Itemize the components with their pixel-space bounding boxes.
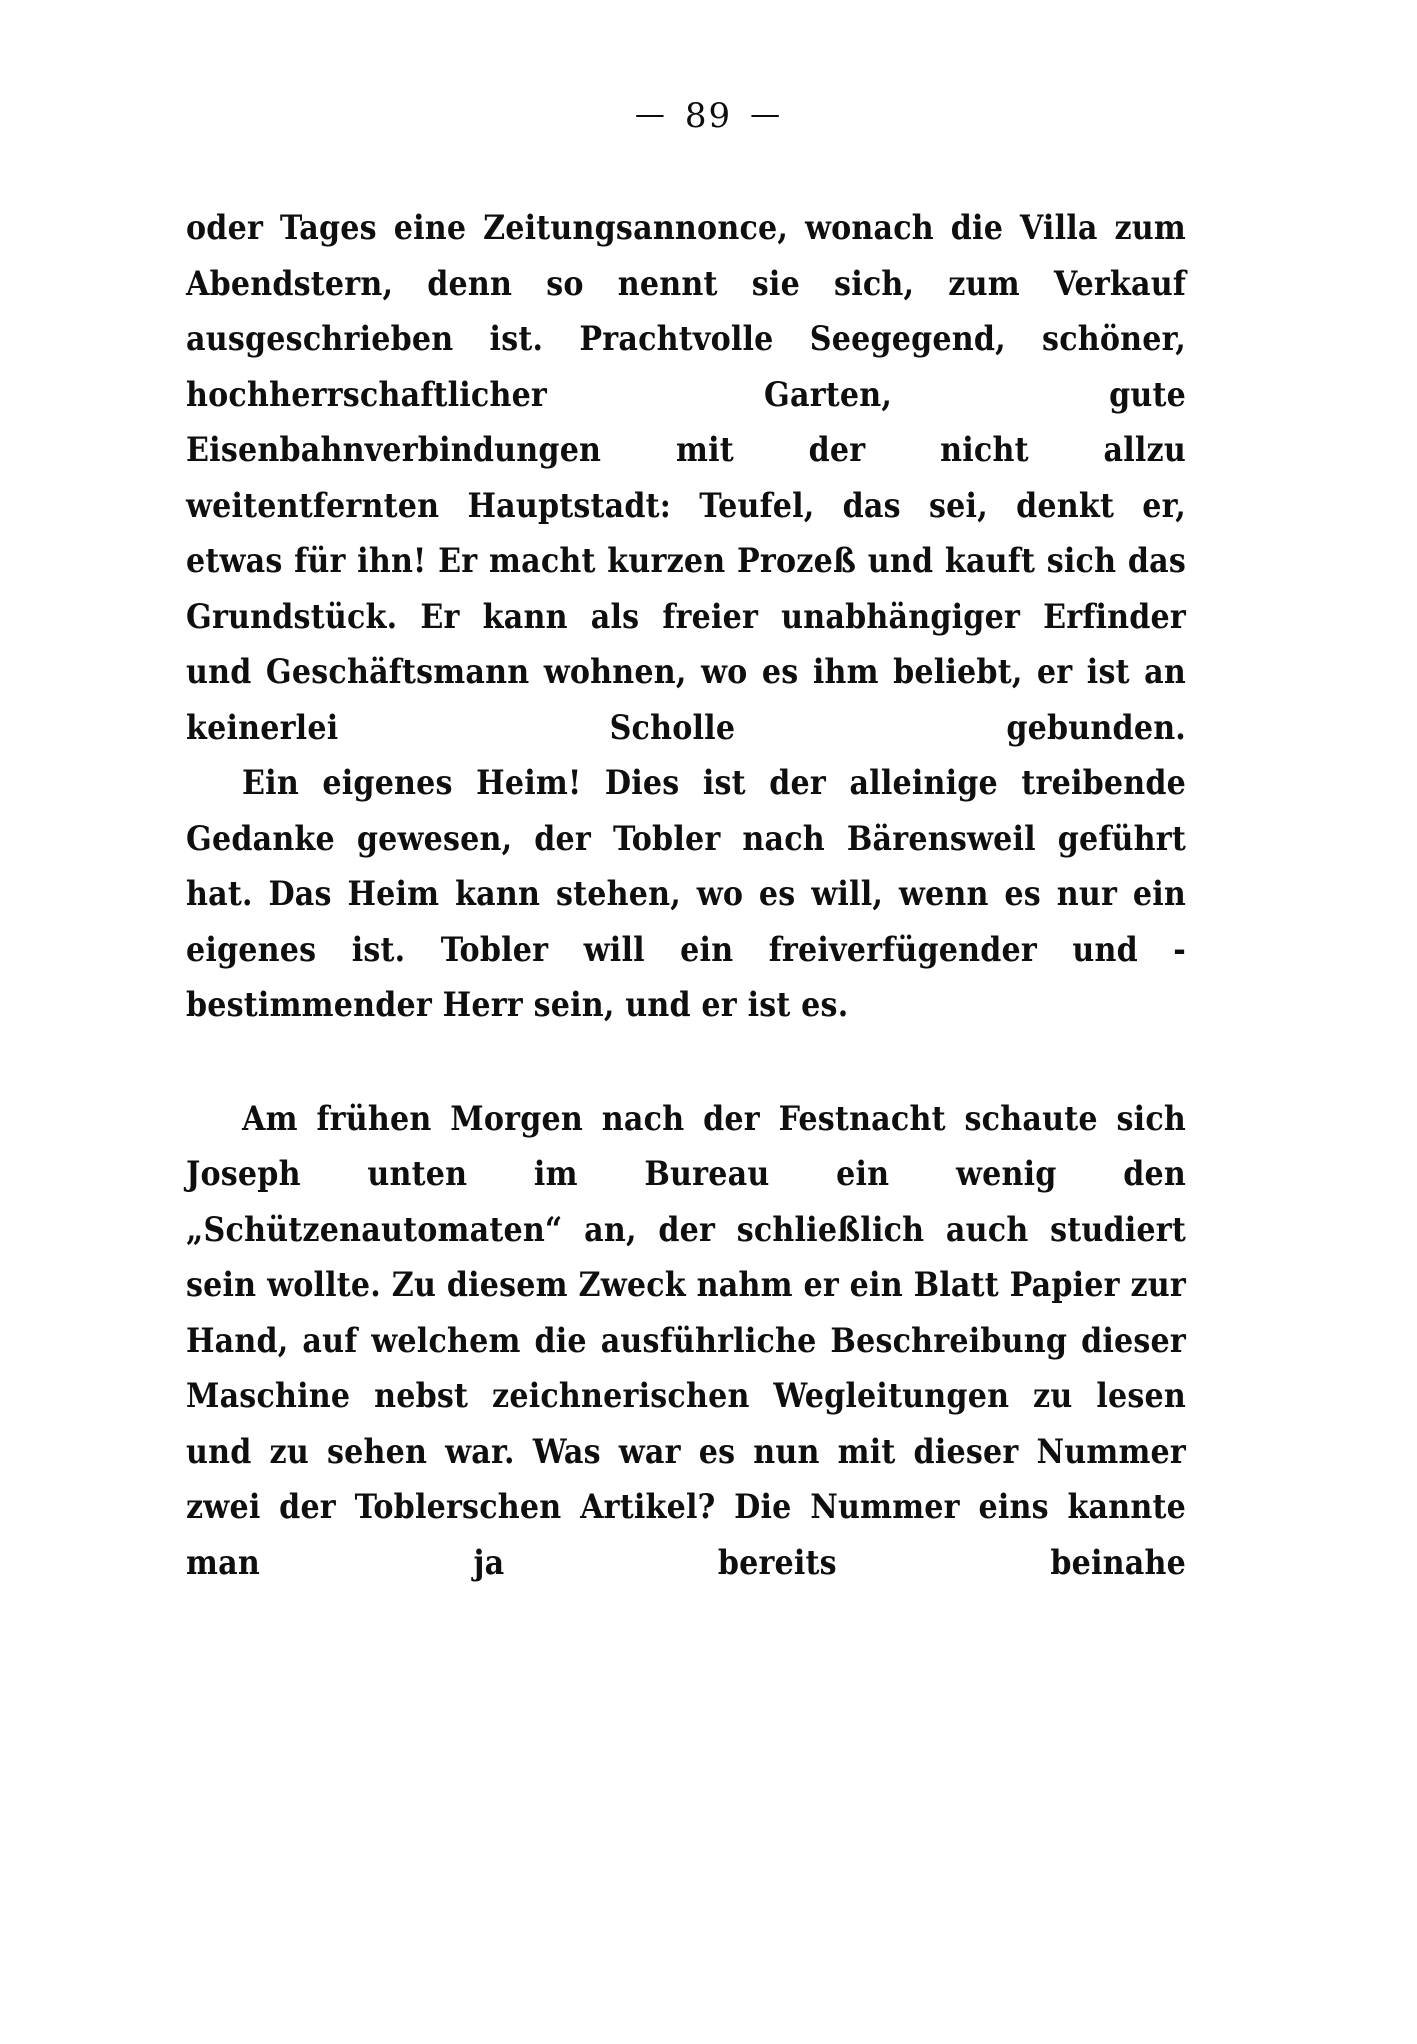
paragraph-1: oder Tages eine Zeitungsannonce, wonach die Villa zum Abendstern, denn so nennt sie sich, zum Verkauf ausgeschrieben ist. Prachtvolle Seegegend, schöner, hochherrschaftlicher Garten, gute Eisenbahnverbindungen mit der nicht allzu weitentfernten Hauptstadt: Teufel, das sei, denkt er, etwas für ihn! Er macht kurzen Prozeß und kauft sich das Grundstück. Er kann als freier unabhängiger Erfinder und Geschäftsmann wohnen, wo es ihm beliebt, er ist an keinerlei Scholle gebunden. [186,208,1186,747]
page-body [186,200,1186,1590]
paragraph-3: Am frühen Morgen nach der Festnacht schaute sich Joseph unten im Bureau ein wenig den „Schützenautomaten“ an, der schließlich auch studiert sein wollte. Zu diesem Zweck nahm er ein Blatt Papier zur Hand, auf welchem die ausführliche Beschreibung dieser Maschine nebst zeichnerischen Wegleitungen zu lesen und zu sehen war. Was war es nun mit dieser Nummer zwei der Toblerschen Artikel? Die Nummer eins kannte man ja bereits beinahe [186,1098,1186,1582]
page-header [0,96,1417,136]
header-dash-left: — [634,97,667,132]
page-number: 89 [684,96,733,136]
paragraph-2: Ein eigenes Heim! Dies ist der alleinige treibende Gedanke gewesen, der Tobler nach Bärensweil geführt hat. Das Heim kann stehen, wo es will, wenn es nur ein eigenes ist. Tobler will ein freiverfügender und -bestimmender Herr sein, und er ist es. [186,763,1186,1024]
header-dash-right: — [750,97,783,132]
